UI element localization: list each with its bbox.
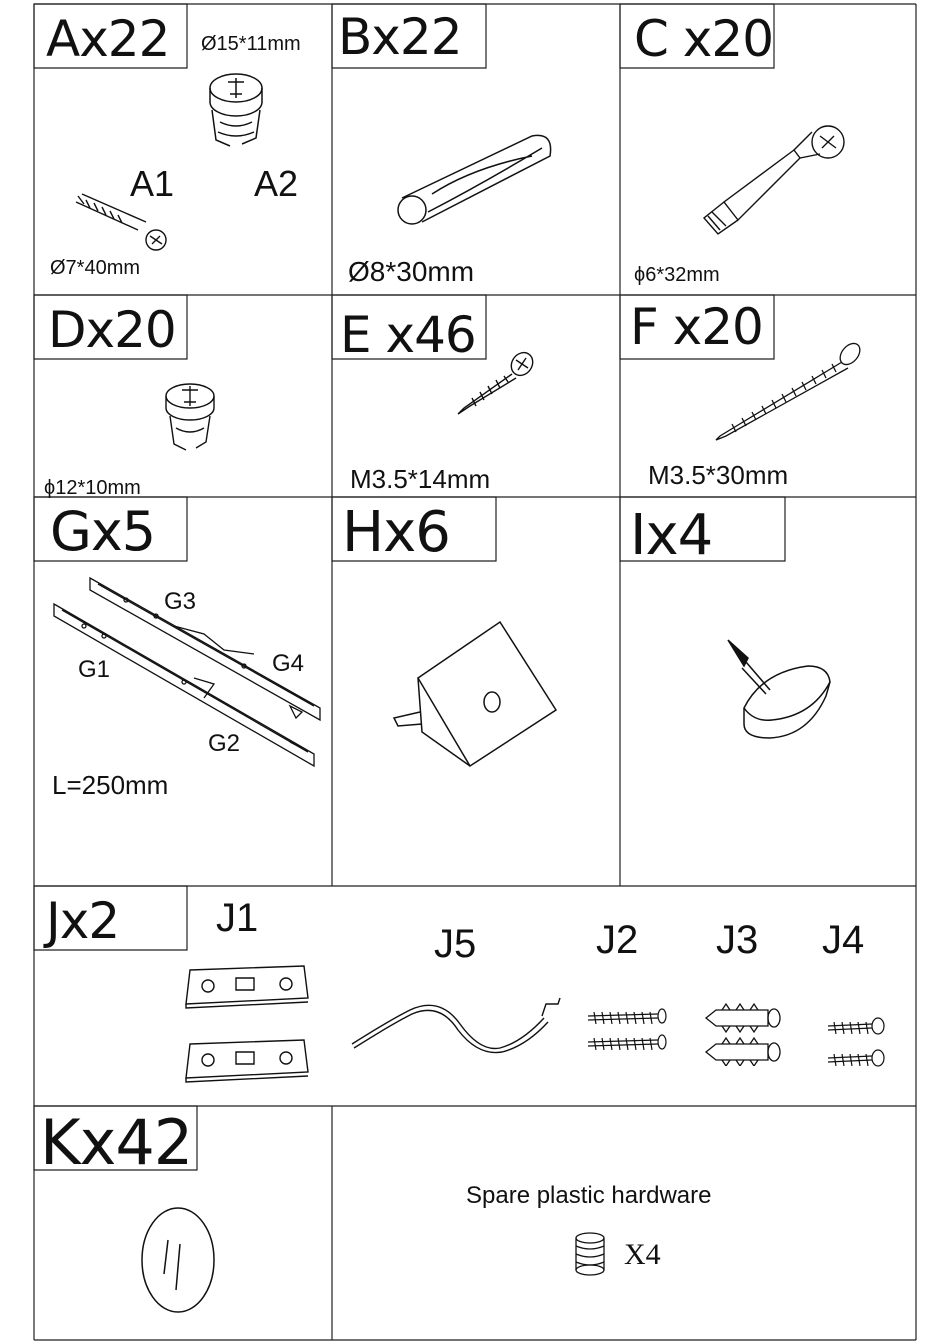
wall-anchor-icon	[702, 1002, 786, 1066]
part-a1-dimension: Ø7*40mm	[50, 257, 141, 279]
part-b-dimension: Ø8*30mm	[348, 256, 475, 287]
spare-hardware-label: Spare plastic hardware	[466, 1182, 712, 1209]
part-g3-label: G3	[164, 588, 197, 615]
part-a1-label: A1	[130, 163, 175, 204]
part-j3-label: J3	[716, 918, 759, 962]
mounting-plate-icon	[180, 964, 312, 1088]
part-j-title: Jx2	[46, 892, 120, 950]
part-c-title: C x20	[634, 10, 774, 68]
part-j2-label: J2	[596, 918, 639, 962]
part-a-title: Ax22	[46, 10, 170, 68]
wooden-dowel-icon	[392, 128, 562, 240]
part-g-title: Gx5	[50, 500, 156, 563]
part-c-dimension: ϕ6*32mm	[634, 264, 720, 286]
part-e-dimension: M3.5*14mm	[350, 464, 491, 494]
part-j1-label: J1	[216, 896, 259, 940]
part-d-dimension: ϕ12*10mm	[44, 477, 141, 499]
wall-screw-icon	[586, 1004, 670, 1054]
part-g1-label: G1	[78, 656, 111, 683]
spare-insert-icon	[570, 1230, 610, 1278]
part-d-title: Dx20	[48, 301, 176, 359]
spare-hardware-count: X4	[624, 1238, 661, 1271]
part-g4-label: G4	[272, 650, 305, 677]
corner-bracket-icon	[388, 618, 560, 768]
connector-bolt-icon	[690, 118, 860, 248]
part-i-title: Ix4	[630, 503, 713, 568]
safety-strap-icon	[350, 996, 570, 1056]
short-screw-icon	[450, 348, 540, 418]
part-k-title: Kx42	[40, 1106, 193, 1179]
small-screw-icon	[824, 1010, 886, 1070]
part-j5-label: J5	[434, 922, 477, 966]
small-cam-lock-icon	[150, 372, 234, 462]
cover-cap-icon	[136, 1204, 220, 1316]
part-f-title: F x20	[630, 298, 763, 356]
part-b-title: Bx22	[338, 8, 462, 66]
part-a-dimension: Ø15*11mm	[201, 33, 301, 55]
cam-bolt-icon	[68, 188, 178, 258]
part-f-dimension: M3.5*30mm	[648, 460, 789, 490]
furniture-glide-icon	[722, 636, 836, 740]
part-a2-label: A2	[254, 163, 299, 204]
cam-lock-icon	[190, 60, 290, 160]
part-j4-label: J4	[822, 918, 865, 962]
part-e-title: E x46	[340, 306, 476, 364]
long-screw-icon	[712, 340, 866, 442]
part-h-title: Hx6	[342, 500, 450, 565]
part-g2-label: G2	[208, 730, 241, 757]
part-g-length: L=250mm	[52, 770, 169, 800]
